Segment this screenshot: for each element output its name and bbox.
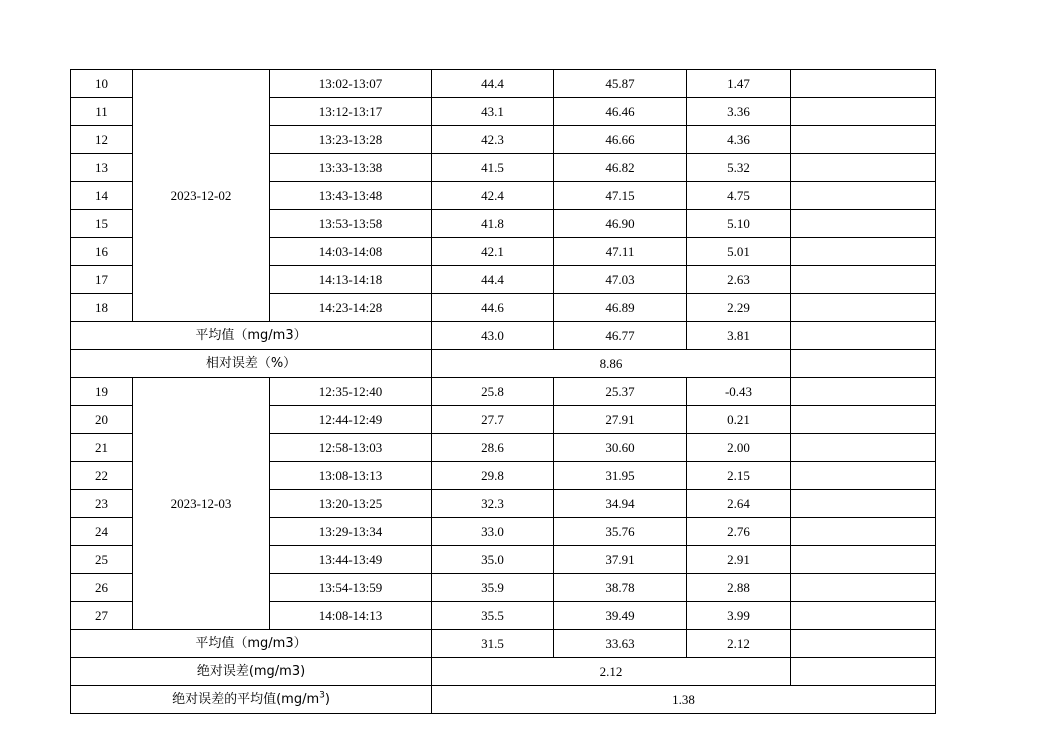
reference-value-cell: 32.3 [432, 490, 554, 518]
empty-cell [791, 434, 936, 462]
empty-cell [791, 266, 936, 294]
empty-cell [791, 574, 936, 602]
time-range-cell: 13:29-13:34 [270, 518, 432, 546]
measured-value-cell: 34.94 [554, 490, 687, 518]
time-range-cell: 12:58-13:03 [270, 434, 432, 462]
row-number-cell: 21 [71, 434, 133, 462]
time-range-cell: 13:33-13:38 [270, 154, 432, 182]
difference-cell: 2.64 [687, 490, 791, 518]
time-range-cell: 14:13-14:18 [270, 266, 432, 294]
empty-cell [791, 294, 936, 322]
average-measured: 33.63 [554, 630, 687, 658]
reference-value-cell: 35.5 [432, 602, 554, 630]
empty-cell [791, 238, 936, 266]
time-range-cell: 13:02-13:07 [270, 70, 432, 98]
row-number-cell: 16 [71, 238, 133, 266]
row-number-cell: 18 [71, 294, 133, 322]
table-row [71, 378, 936, 406]
date-cell: 2023-12-03 [133, 378, 270, 630]
empty-cell [791, 126, 936, 154]
reference-value-cell: 41.5 [432, 154, 554, 182]
reference-value-cell: 25.8 [432, 378, 554, 406]
data-table [70, 69, 936, 714]
row-number-cell: 13 [71, 154, 133, 182]
error-label: 相对误差（%） [71, 350, 432, 378]
row-number-cell: 17 [71, 266, 133, 294]
measured-value-cell: 45.87 [554, 70, 687, 98]
time-range-cell: 13:44-13:49 [270, 546, 432, 574]
row-number-cell: 25 [71, 546, 133, 574]
difference-cell: 4.75 [687, 182, 791, 210]
measured-value-cell: 46.46 [554, 98, 687, 126]
measured-value-cell: 35.76 [554, 518, 687, 546]
reference-value-cell: 44.6 [432, 294, 554, 322]
date-cell: 2023-12-02 [133, 70, 270, 322]
empty-cell [791, 378, 936, 406]
difference-cell: 2.76 [687, 518, 791, 546]
reference-value-cell: 44.4 [432, 266, 554, 294]
error-label: 绝对误差(mg/m3) [71, 658, 432, 686]
row-number-cell: 12 [71, 126, 133, 154]
difference-cell: 3.99 [687, 602, 791, 630]
difference-cell: 3.36 [687, 98, 791, 126]
row-number-cell: 19 [71, 378, 133, 406]
time-range-cell: 12:44-12:49 [270, 406, 432, 434]
difference-cell: 2.15 [687, 462, 791, 490]
time-range-cell: 12:35-12:40 [270, 378, 432, 406]
difference-cell: 4.36 [687, 126, 791, 154]
measured-value-cell: 39.49 [554, 602, 687, 630]
time-range-cell: 14:23-14:28 [270, 294, 432, 322]
time-range-cell: 13:43-13:48 [270, 182, 432, 210]
difference-cell: 2.29 [687, 294, 791, 322]
mean-absolute-error-value: 1.38 [432, 686, 936, 714]
reference-value-cell: 41.8 [432, 210, 554, 238]
error-row [71, 350, 936, 378]
average-row [71, 322, 936, 350]
row-number-cell: 24 [71, 518, 133, 546]
average-row [71, 630, 936, 658]
reference-value-cell: 42.1 [432, 238, 554, 266]
table-row [71, 70, 936, 98]
average-reference: 31.5 [432, 630, 554, 658]
difference-cell: 1.47 [687, 70, 791, 98]
label-text-end: ) [324, 691, 330, 707]
empty-cell [791, 546, 936, 574]
empty-cell [791, 70, 936, 98]
reference-value-cell: 44.4 [432, 70, 554, 98]
difference-cell: 5.10 [687, 210, 791, 238]
row-number-cell: 22 [71, 462, 133, 490]
row-number-cell: 27 [71, 602, 133, 630]
error-value: 8.86 [432, 350, 791, 378]
empty-cell [791, 154, 936, 182]
table-body [71, 70, 936, 714]
reference-value-cell: 42.3 [432, 126, 554, 154]
row-number-cell: 11 [71, 98, 133, 126]
time-range-cell: 13:08-13:13 [270, 462, 432, 490]
empty-cell [791, 462, 936, 490]
row-number-cell: 20 [71, 406, 133, 434]
average-reference: 43.0 [432, 322, 554, 350]
empty-cell [791, 322, 936, 350]
time-range-cell: 14:08-14:13 [270, 602, 432, 630]
time-range-cell: 14:03-14:08 [270, 238, 432, 266]
average-difference: 2.12 [687, 630, 791, 658]
difference-cell: 2.63 [687, 266, 791, 294]
measured-value-cell: 46.82 [554, 154, 687, 182]
difference-cell: 0.21 [687, 406, 791, 434]
empty-cell [791, 630, 936, 658]
row-number-cell: 14 [71, 182, 133, 210]
reference-value-cell: 29.8 [432, 462, 554, 490]
average-difference: 3.81 [687, 322, 791, 350]
measured-value-cell: 27.91 [554, 406, 687, 434]
time-range-cell: 13:54-13:59 [270, 574, 432, 602]
label-text: 绝对误差的平均值(mg/m [172, 691, 320, 707]
row-number-cell: 10 [71, 70, 133, 98]
measured-value-cell: 37.91 [554, 546, 687, 574]
average-label: 平均值（mg/m3） [71, 322, 432, 350]
mean-absolute-error-row [71, 686, 936, 714]
difference-cell: -0.43 [687, 378, 791, 406]
reference-value-cell: 28.6 [432, 434, 554, 462]
measured-value-cell: 47.15 [554, 182, 687, 210]
measured-value-cell: 47.03 [554, 266, 687, 294]
empty-cell [791, 518, 936, 546]
empty-cell [791, 350, 936, 378]
error-value: 2.12 [432, 658, 791, 686]
measured-value-cell: 31.95 [554, 462, 687, 490]
measured-value-cell: 47.11 [554, 238, 687, 266]
average-label: 平均值（mg/m3） [71, 630, 432, 658]
empty-cell [791, 406, 936, 434]
empty-cell [791, 658, 936, 686]
time-range-cell: 13:23-13:28 [270, 126, 432, 154]
error-row [71, 658, 936, 686]
time-range-cell: 13:12-13:17 [270, 98, 432, 126]
mean-absolute-error-label [71, 686, 432, 714]
empty-cell [791, 98, 936, 126]
difference-cell: 5.32 [687, 154, 791, 182]
reference-value-cell: 27.7 [432, 406, 554, 434]
row-number-cell: 23 [71, 490, 133, 518]
measured-value-cell: 46.66 [554, 126, 687, 154]
average-measured: 46.77 [554, 322, 687, 350]
reference-value-cell: 43.1 [432, 98, 554, 126]
difference-cell: 5.01 [687, 238, 791, 266]
difference-cell: 2.88 [687, 574, 791, 602]
measured-value-cell: 46.90 [554, 210, 687, 238]
empty-cell [791, 602, 936, 630]
row-number-cell: 26 [71, 574, 133, 602]
unit-superscript: 3 [319, 690, 325, 701]
empty-cell [791, 182, 936, 210]
reference-value-cell: 33.0 [432, 518, 554, 546]
row-number-cell: 15 [71, 210, 133, 238]
difference-cell: 2.91 [687, 546, 791, 574]
time-range-cell: 13:20-13:25 [270, 490, 432, 518]
reference-value-cell: 35.0 [432, 546, 554, 574]
empty-cell [791, 490, 936, 518]
reference-value-cell: 35.9 [432, 574, 554, 602]
measured-value-cell: 30.60 [554, 434, 687, 462]
measured-value-cell: 38.78 [554, 574, 687, 602]
time-range-cell: 13:53-13:58 [270, 210, 432, 238]
empty-cell [791, 210, 936, 238]
measured-value-cell: 46.89 [554, 294, 687, 322]
measured-value-cell: 25.37 [554, 378, 687, 406]
reference-value-cell: 42.4 [432, 182, 554, 210]
difference-cell: 2.00 [687, 434, 791, 462]
